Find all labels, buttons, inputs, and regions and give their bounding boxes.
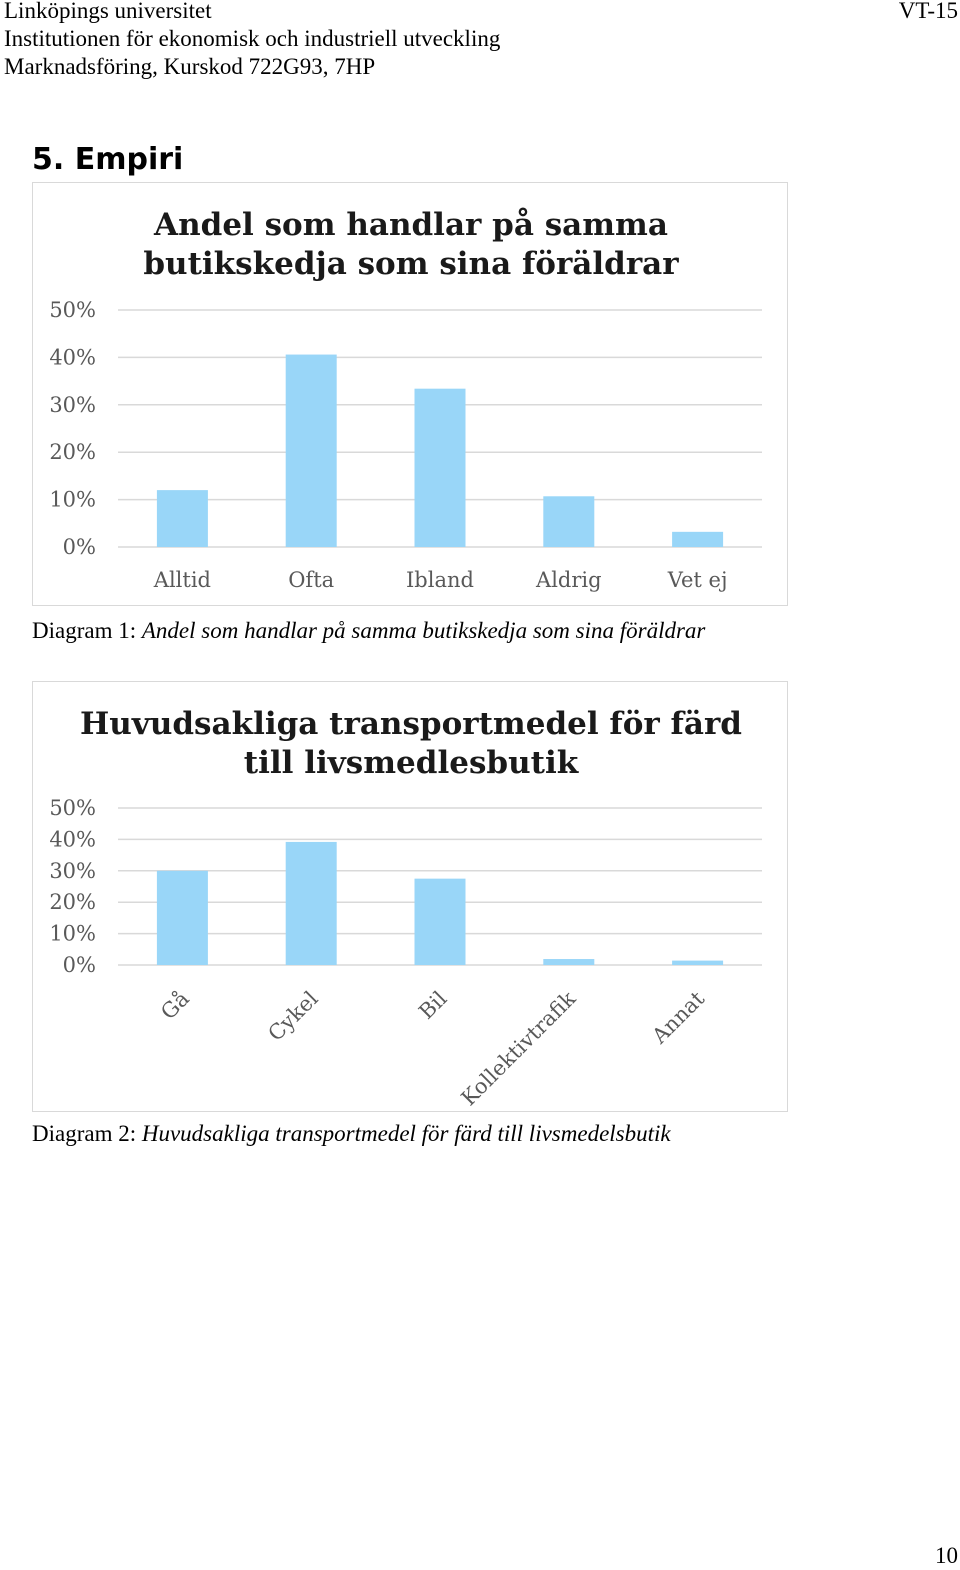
chart-2-svg	[33, 682, 789, 1113]
chart1-x-category-label: Ibland	[406, 568, 474, 592]
chart1-y-tick-label: 0%	[62, 535, 96, 559]
chart2-x-category-label: Gå	[156, 986, 194, 1025]
chart2-y-tick-label: 0%	[62, 953, 96, 977]
chart-1-svg	[33, 183, 789, 607]
diagram-1-caption	[32, 617, 705, 645]
chart2-title-line: till livsmedlesbutik	[243, 745, 579, 781]
chart1-y-tick-label: 10%	[49, 487, 96, 512]
header-course: Marknadsföring, Kurskod 722G93, 7HP	[4, 54, 376, 79]
chart2-bar	[543, 959, 594, 965]
chart1-x-category-label: Aldrig	[536, 568, 602, 592]
chart1-y-tick-label: 50%	[49, 298, 96, 322]
chart2-y-tick-label: 20%	[49, 890, 96, 915]
diagram-2-caption-text: Huvudsakliga transportmedel för färd till livsmedelsbutik	[141, 1121, 671, 1146]
chart-1-container	[32, 182, 788, 606]
chart1-bar	[415, 389, 466, 547]
section-heading: 5. Empiri	[32, 142, 184, 177]
chart1-x-category-label: Vet ej	[667, 568, 728, 592]
chart1-title-line: butikskedja som sina föräldrar	[143, 246, 679, 282]
diagram-2-caption-prefix: Diagram 2:	[32, 1121, 142, 1146]
diagram-2-caption	[32, 1120, 671, 1148]
chart1-y-tick-label: 40%	[49, 345, 96, 370]
chart2-y-tick-label: 40%	[49, 827, 96, 852]
chart1-bar	[157, 490, 208, 547]
header-department: Institutionen för ekonomisk och industriell utveckling	[4, 26, 501, 51]
chart1-x-category-label: Ofta	[288, 568, 335, 592]
chart2-bar	[672, 961, 723, 965]
chart1-bar	[543, 496, 594, 547]
chart2-x-category-label: Bil	[414, 986, 452, 1024]
chart2-bar	[286, 842, 337, 965]
chart1-y-tick-label: 20%	[49, 440, 96, 465]
chart2-x-category-label: Annat	[647, 986, 710, 1049]
chart2-title-line: Huvudsakliga transportmedel för färd	[80, 706, 742, 742]
chart2-y-tick-label: 50%	[49, 796, 96, 820]
chart2-x-category-label: Cykel	[263, 986, 323, 1046]
chart-2-container	[32, 681, 788, 1112]
chart1-x-category-label: Alltid	[153, 568, 212, 592]
header-university: Linköpings universitet	[4, 0, 212, 23]
chart1-y-tick-label: 30%	[49, 392, 96, 417]
header-term: VT-15	[898, 0, 958, 23]
chart2-bar	[157, 871, 208, 965]
page-number: 10	[935, 1543, 958, 1568]
chart2-y-tick-label: 10%	[49, 921, 96, 946]
chart1-bar	[286, 355, 337, 547]
chart2-x-category-label: Kollektivtrafik	[456, 986, 581, 1111]
diagram-1-caption-prefix: Diagram 1:	[32, 618, 142, 643]
chart1-bar	[672, 532, 723, 547]
chart2-y-tick-label: 30%	[49, 858, 96, 883]
diagram-1-caption-text: Andel som handlar på samma butikskedja som sina föräldrar	[141, 618, 706, 643]
chart1-title-line: Andel som handlar på samma	[154, 207, 668, 243]
chart2-bar	[415, 879, 466, 965]
